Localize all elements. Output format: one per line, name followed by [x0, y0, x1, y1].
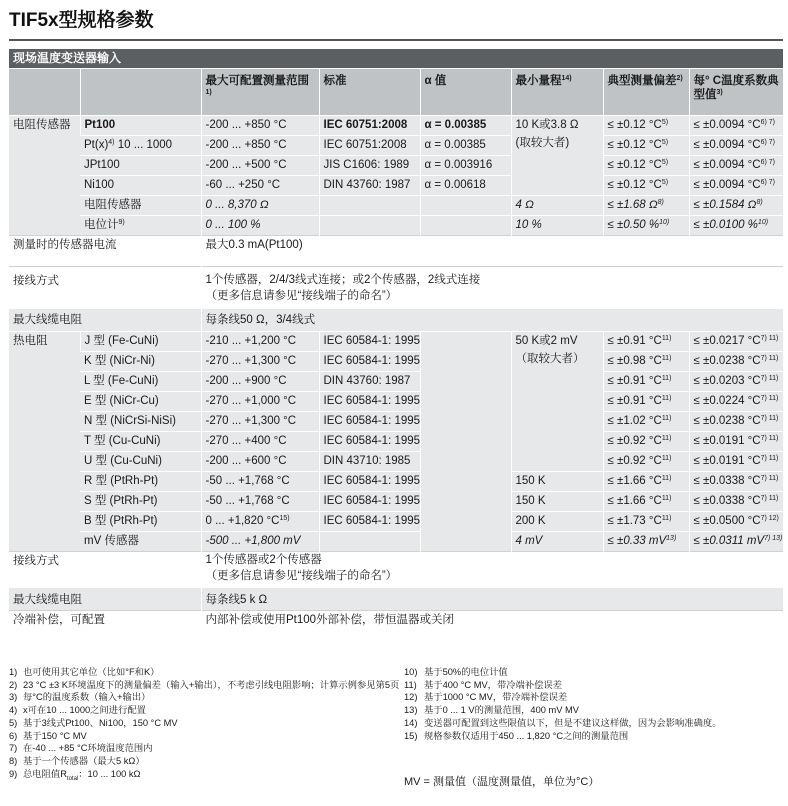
standard-cell: IEC 60584-1: 1995	[319, 512, 420, 532]
accuracy-cell: ≤ ±0.12 $^\circ C^{5)}$	[603, 156, 689, 176]
standard-cell	[319, 532, 420, 552]
standard-cell: IEC 60584-1: 1995	[319, 352, 420, 372]
footnote: 10) 基于50%的电位计值	[404, 667, 508, 677]
standard-cell: DIN 43760: 1987	[319, 372, 420, 392]
header-alpha: α 值	[420, 69, 511, 116]
accuracy-cell: ≤ ±1.02 $^\circ C^{11)}$	[603, 412, 689, 432]
standard-cell: IEC 60584-1: 1995	[319, 432, 420, 452]
title-divider	[9, 39, 783, 41]
footnote: 6) 基于150 °C MV	[9, 730, 87, 741]
tempco-cell: ≤ ±0.0217 $^\circ C^{7) 11)}$	[689, 332, 783, 352]
accuracy-cell: ≤ ±0.91 $^\circ C^{11)}$	[603, 392, 689, 412]
wiring-label: 接线方式	[9, 552, 201, 588]
table-row	[9, 588, 783, 611]
mv-note: MV = 测量值（温度测量值，单位为°C）	[404, 776, 600, 788]
tempco-cell: ≤ ±0.0238 $^\circ C^{7) 11)}$	[689, 412, 783, 432]
table-row	[9, 352, 783, 372]
alpha-cell	[420, 216, 511, 236]
tempco-cell: ≤ ±0.0094 $^\circ C^{6) 7)}$	[689, 136, 783, 156]
accuracy-cell: ≤ ±0.98 $^\circ C^{11)}$	[603, 352, 689, 372]
alpha-cell: α = 0.003916	[420, 156, 511, 176]
footnote: 11) 基于400 °C MV，带冷端补偿误差	[404, 679, 563, 690]
current-label: 测量时的传感器电流	[9, 236, 201, 267]
accuracy-cell: ≤ ±0.12 $^\circ C^{5)}$	[603, 136, 689, 156]
min-span-cell: 150 K	[511, 492, 603, 512]
table-row	[9, 156, 783, 176]
range-cell: -200 ... +850 °C	[201, 116, 319, 136]
sensor-cell: T 型 (Cu-CuNi)	[80, 432, 201, 452]
range-cell: -500 ... +1,800 mV	[201, 532, 319, 552]
sensor-cell: 电阻传感器	[80, 196, 201, 216]
footnote: 3) 每°C的温度系数（输入+输出）	[9, 692, 151, 703]
table-row	[9, 412, 783, 432]
tempco-cell: ≤ ±0.0191 $^\circ C^{7) 11)}$	[689, 452, 783, 472]
sensor-cell: mV 传感器	[80, 532, 201, 552]
standard-cell: IEC 60584-1: 1995	[319, 472, 420, 492]
footnote: 1) 也可使用其它单位（比如°F和K）	[9, 667, 160, 677]
min-span-cell: 10 %	[511, 216, 603, 236]
footnote: 5) 基于3线式Pt100、Ni100，150 °C MV	[9, 717, 178, 728]
standard-cell: DIN 43710: 1985	[319, 452, 420, 472]
header-standard: 标准	[319, 69, 420, 116]
accuracy-cell: ≤ ±0.50 %$^{10)}$	[603, 216, 689, 236]
table-row	[9, 512, 783, 532]
range-cell: -270 ... +1,300 °C	[201, 352, 319, 372]
header-min-span: 最小量程$^{14)}$	[511, 69, 603, 116]
footnote: 9) 总电阻值$R_{total}$：10 ... 100 kΩ	[9, 768, 141, 782]
sensor-cell: K 型 (NiCr-Ni)	[80, 352, 201, 372]
range-cell: -270 ... +1,300 °C	[201, 412, 319, 432]
footnote: 13) 基于0 ... 1 V的测量范围，400 mV MV	[404, 705, 579, 716]
tempco-cell: ≤ ±0.0094 $^\circ C^{6) 7)}$	[689, 176, 783, 196]
current-value: 最大0.3 mA(Pt100)	[201, 236, 783, 267]
sensor-cell: S 型 (PtRh-Pt)	[80, 492, 201, 512]
footnote: 12) 基于1000 °C MV，带冷端补偿误差	[404, 692, 568, 703]
accuracy-cell: ≤ ±1.68 $\Omega^{8)}$	[603, 196, 689, 216]
min-span-cell: 10 K或3.8 Ω (取较大者)	[511, 116, 603, 196]
rtd-group-label: 电阻传感器	[9, 116, 80, 236]
tempco-cell: ≤ ±0.0224 $^\circ C^{7) 11)}$	[689, 392, 783, 412]
footnote: 2) 23 °C ±3 K环境温度下的测量偏差（输入+输出），不考虑引线电阻影响；计算示例参见第5页	[9, 679, 400, 690]
tempco-cell: ≤ ±0.0338 $^\circ C^{7) 11)}$	[689, 472, 783, 492]
range-cell: 0 ... 8,370 Ω	[201, 196, 319, 216]
range-cell: -210 ... +1,200 °C	[201, 332, 319, 352]
standard-cell: IEC 60751:2008	[319, 136, 420, 156]
wiring-value: 1个传感器或2个传感器 （更多信息请参见“接线端子的命名”）	[201, 552, 783, 588]
alpha-cell	[420, 332, 511, 552]
cjc-value: 内部补偿或使用Pt100外部补偿，带恒温器或关闭	[201, 611, 783, 641]
table-row	[9, 267, 783, 309]
range-cell: -200 ... +850 °C	[201, 136, 319, 156]
standard-cell	[319, 216, 420, 236]
header-accuracy: 典型测量偏差$^{2)}$	[603, 69, 689, 116]
footnote: 14) 变送器可配置到这些限值以下，但是不建议这样做，因为会影响准确度。	[404, 717, 722, 728]
range-cell: -270 ... +400 °C	[201, 432, 319, 452]
header-empty-1	[9, 69, 80, 116]
sensor-cell: E 型 (NiCr-Cu)	[80, 392, 201, 412]
tempco-cell: ≤ ±0.0100 %$^{10)}$	[689, 216, 783, 236]
sensor-cell: $Pt(x)^{4)}$ 10 ... 1000	[80, 136, 201, 156]
standard-cell: IEC 60584-1: 1995	[319, 412, 420, 432]
range-cell: 0 ... 100 %	[201, 216, 319, 236]
table-row	[9, 392, 783, 412]
accuracy-cell: ≤ ±0.92 $^\circ C^{11)}$	[603, 432, 689, 452]
sensor-cell: JPt100	[80, 156, 201, 176]
sensor-cell: 电位计$^{9)}$	[80, 216, 201, 236]
range-cell: -200 ... +500 °C	[201, 156, 319, 176]
tempco-cell: ≤ ±0.0500 $^\circ C^{7) 12)}$	[689, 512, 783, 532]
alpha-cell: α = 0.00385	[420, 136, 511, 156]
sensor-cell: Pt100	[80, 116, 201, 136]
table-row	[9, 136, 783, 156]
min-span-cell: 4 mV	[511, 532, 603, 552]
standard-cell: JIS C1606: 1989	[319, 156, 420, 176]
standard-cell: DIN 43760: 1987	[319, 176, 420, 196]
section-header-row	[9, 49, 783, 69]
sensor-cell: U 型 (Cu-CuNi)	[80, 452, 201, 472]
min-span-cell: 4 Ω	[511, 196, 603, 216]
alpha-cell	[420, 196, 511, 216]
spec-table	[9, 48, 783, 641]
max-resistance-value: 每条线5 k Ω	[201, 588, 783, 611]
standard-cell: IEC 60584-1: 1995	[319, 332, 420, 352]
max-resistance-label: 最大线缆电阻	[9, 588, 201, 611]
table-row	[9, 116, 783, 136]
tc-group-label: 热电阻	[9, 332, 80, 552]
standard-cell	[319, 196, 420, 216]
range-cell: -60 ... +250 °C	[201, 176, 319, 196]
accuracy-cell: ≤ ±0.12 $^\circ C^{5)}$	[603, 176, 689, 196]
range-cell: -200 ... +600 °C	[201, 452, 319, 472]
sensor-cell: Ni100	[80, 176, 201, 196]
min-span-cell: 150 K	[511, 472, 603, 492]
section-title: 现场温度变送器输入	[9, 49, 783, 69]
footnote: 4) x可在10 ... 1000之间进行配置	[9, 705, 146, 716]
footnotes-right	[404, 666, 784, 742]
table-row	[9, 332, 783, 352]
sensor-cell: B 型 (PtRh-Pt)	[80, 512, 201, 532]
sensor-cell: J 型 (Fe-CuNi)	[80, 332, 201, 352]
accuracy-cell: ≤ ±1.66 $^\circ C^{11)}$	[603, 492, 689, 512]
table-row	[9, 236, 783, 267]
accuracy-cell: ≤ ±0.92 $^\circ C^{11)}$	[603, 452, 689, 472]
tempco-cell: ≤ ±0.0338 $^\circ C^{7) 11)}$	[689, 492, 783, 512]
table-row	[9, 532, 783, 552]
sensor-cell: L 型 (Fe-CuNi)	[80, 372, 201, 392]
table-row	[9, 432, 783, 452]
header-empty-2	[80, 69, 201, 116]
tempco-cell: ≤ ±0.0238 $^\circ C^{7) 11)}$	[689, 352, 783, 372]
footnote: 15) 规格参数仅适用于450 ... 1,820 °C之间的测量范围	[404, 730, 629, 741]
wiring-label: 接线方式	[9, 267, 201, 309]
wiring-value: 1个传感器，2/4/3线式连接；或2个传感器，2线式连接 （更多信息请参见“接线端子的命名”）	[201, 267, 783, 309]
table-row	[9, 492, 783, 512]
sensor-cell: N 型 (NiCrSi-NiSi)	[80, 412, 201, 432]
table-row	[9, 472, 783, 492]
cjc-label: 冷端补偿，可配置	[9, 611, 201, 641]
sensor-cell: R 型 (PtRh-Pt)	[80, 472, 201, 492]
table-row	[9, 452, 783, 472]
table-row	[9, 611, 783, 641]
tempco-cell: ≤ ±0.1584 $\Omega^{8)}$	[689, 196, 783, 216]
range-cell: -50 ... +1,768 °C	[201, 472, 319, 492]
standard-cell: IEC 60584-1: 1995	[319, 492, 420, 512]
tempco-cell: ≤ ±0.0094 $^\circ C^{6) 7)}$	[689, 156, 783, 176]
footnotes-left	[9, 666, 404, 785]
accuracy-cell: ≤ ±0.91 $^\circ C^{11)}$	[603, 372, 689, 392]
accuracy-cell: ≤ ±0.33 $mV^{13)}$	[603, 532, 689, 552]
table-row	[9, 552, 783, 588]
table-row	[9, 372, 783, 392]
accuracy-cell: ≤ ±0.12 $^\circ C^{5)}$	[603, 116, 689, 136]
min-span-cell: 50 K或2 mV （取较大者）	[511, 332, 603, 472]
footnote: 7) 在-40 ... +85 °C环境温度范围内	[9, 743, 153, 754]
table-row	[9, 176, 783, 196]
range-cell: -270 ... +1,000 °C	[201, 392, 319, 412]
accuracy-cell: ≤ ±0.91 $^\circ C^{11)}$	[603, 332, 689, 352]
tempco-cell: ≤ ±0.0094 $^\circ C^{6) 7)}$	[689, 116, 783, 136]
alpha-cell: α = 0.00618	[420, 176, 511, 196]
accuracy-cell: ≤ ±1.73 $^\circ C^{11)}$	[603, 512, 689, 532]
range-cell: 0 ... +1,820 $^\circ C^{15)}$	[201, 512, 319, 532]
tempco-cell: ≤ ±0.0311 $mV^{7) 13)}$	[689, 532, 783, 552]
tempco-cell: ≤ ±0.0203 $^\circ C^{7) 11)}$	[689, 372, 783, 392]
standard-cell: IEC 60584-1: 1995	[319, 392, 420, 412]
standard-cell: IEC 60751:2008	[319, 116, 420, 136]
footnote: 8) 基于一个传感器（最大5 kΩ）	[9, 755, 145, 766]
min-span-cell: 200 K	[511, 512, 603, 532]
range-cell: -200 ... +900 °C	[201, 372, 319, 392]
table-row	[9, 216, 783, 236]
max-resistance-label: 最大线缆电阻	[9, 309, 201, 332]
column-header-row	[9, 69, 783, 116]
page-title: TIF5x型规格参数	[9, 10, 154, 31]
range-cell: -50 ... +1,768 °C	[201, 492, 319, 512]
tempco-cell: ≤ ±0.0191 $^\circ C^{7) 11)}$	[689, 432, 783, 452]
alpha-cell: α = 0.00385	[420, 116, 511, 136]
accuracy-cell: ≤ ±1.66 $^\circ C^{11)}$	[603, 472, 689, 492]
table-row	[9, 309, 783, 332]
header-tempco: 每° C温度系数典型值$^{3)}$	[689, 69, 783, 116]
max-resistance-value: 每条线50 Ω，3/4线式	[201, 309, 783, 332]
table-row	[9, 196, 783, 216]
header-range: 最大可配置测量范围$^{1)}$	[201, 69, 319, 116]
